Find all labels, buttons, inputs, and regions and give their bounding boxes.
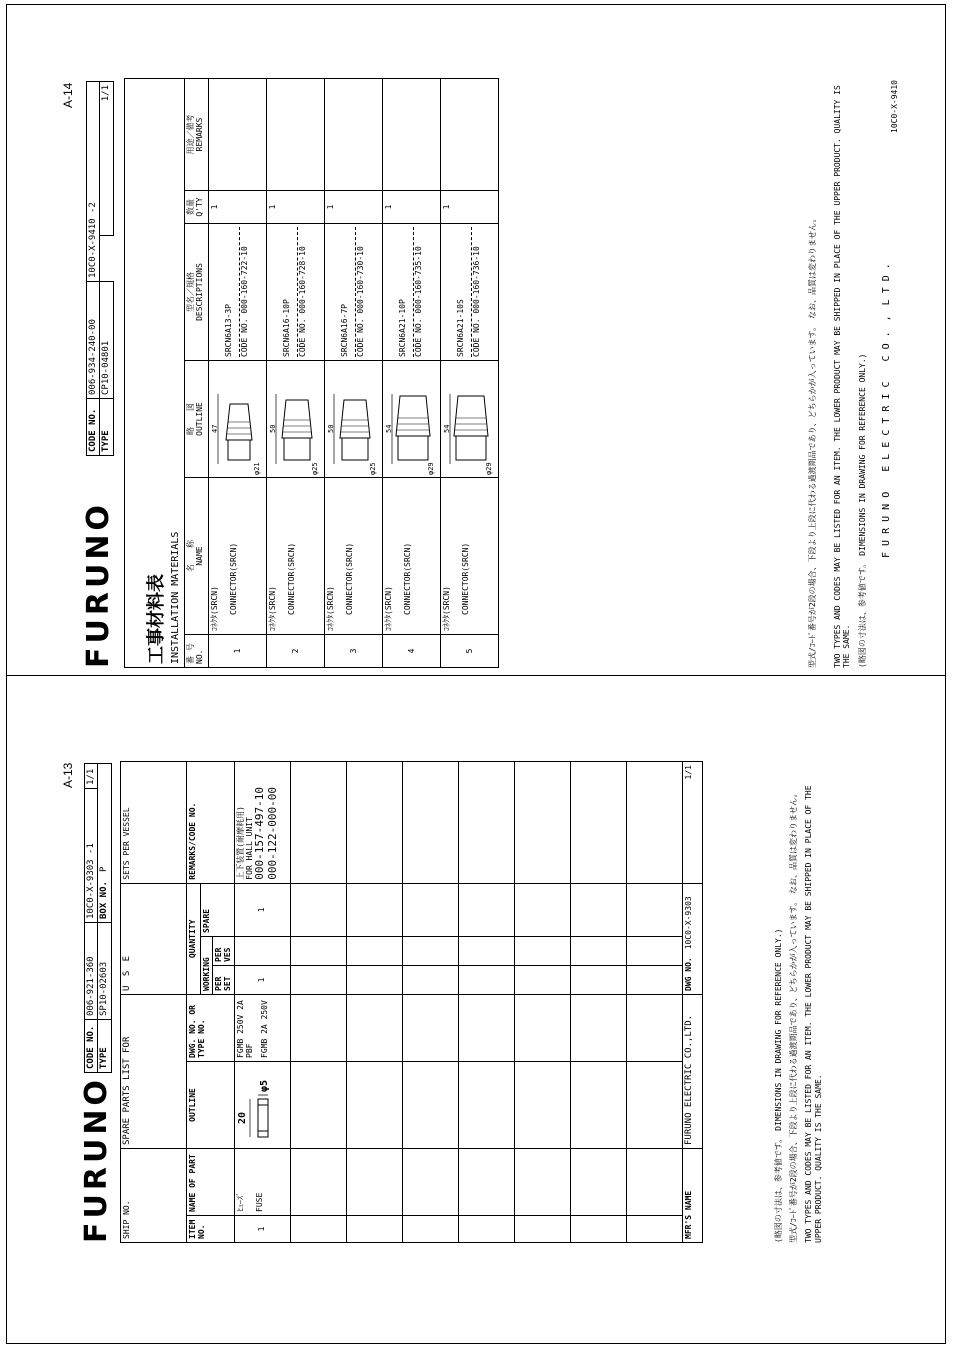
header-code-table	[84, 763, 112, 1073]
item-no: 5	[441, 635, 499, 668]
table-row	[209, 79, 267, 668]
type-value: SP10-02603	[98, 923, 111, 1020]
note-en: TWO TYPES AND CODES MAY BE LISTED FOR AN ITEM. THE LOWER PRODUCT MAY BE SHIPPED IN PLACE OF THE UPPER PRODUCT. QUALITY IS THE SAME.	[804, 785, 823, 1243]
item-name-jp: ｺﾈｸﾀ(SRCN)	[210, 586, 219, 631]
page-number: A-13	[61, 762, 75, 788]
col-item-no: ITEM NO.	[187, 1216, 235, 1243]
item-desc: SRCN6A13-3P	[224, 304, 233, 357]
item-name-jp: ｺﾈｸﾀ(SRCN)	[268, 586, 277, 631]
item-qty: 1	[441, 191, 499, 224]
note-dim-jp: (略図の寸法は、参考値です。	[857, 563, 867, 668]
furuno-logo: FURUNO	[81, 501, 116, 668]
sheet-count: 1/1	[100, 82, 113, 236]
item-name: CONNECTOR(SRCN)	[287, 542, 297, 615]
table-row	[325, 79, 383, 668]
dwg-no-label: DWG NO.	[683, 957, 693, 991]
note-dim-en: DIMENSIONS IN DRAWING FOR REFERENCE ONLY.)	[857, 353, 867, 556]
note-jp: 型式/ｺｰﾄﾞ番号が2段の場合、下段より上段に代わる過渡期品であり、どちらかが入っています。 なお、品質は変わりません。	[789, 789, 799, 1243]
col-remarks: 用途／備考 REMARKS	[185, 79, 209, 191]
item-name: FUSE	[254, 1192, 264, 1212]
sheet-divider	[6, 675, 946, 676]
spare-parts-table	[120, 761, 703, 1243]
dim-length: 54	[385, 424, 393, 433]
col-outline: 略 図 OUTLINE	[185, 361, 209, 478]
code-no-small: CODE NO.	[356, 318, 366, 357]
dim-length: 50	[327, 424, 335, 433]
item-name-jp: ﾋｭｰｽﾞ	[235, 1192, 245, 1212]
item-name: CONNECTOR(SRCN)	[461, 542, 471, 615]
remark-en: FOR HALL UNIT	[244, 817, 254, 880]
type-no-2: FGMB 2A 250V	[259, 1000, 269, 1058]
item-code: 000-160-730-10	[356, 246, 366, 314]
item-desc: SRCN6A21-10P	[398, 299, 407, 357]
materials-table	[124, 78, 499, 668]
dim-diameter: φ25	[369, 462, 377, 475]
remark-jp: 上下装置(耐摩耗用)	[235, 806, 245, 880]
item-name-jp: ｺﾈｸﾀ(SRCN)	[326, 586, 335, 631]
title-jp: 工事材料表	[145, 574, 167, 664]
company-name: F U R U N O E L E C T R I C C O . , L T D .	[880, 263, 892, 558]
item-desc: SRCN6A16-7P	[340, 304, 349, 357]
item-no: 3	[325, 635, 383, 668]
dim-diameter: φ29	[485, 462, 493, 475]
item-desc: SRCN6A21-10S	[456, 299, 465, 357]
col-no: 番 号 NO.	[185, 635, 209, 668]
item-qty: 1	[383, 191, 441, 224]
code-no-small: CODE NO.	[240, 318, 250, 357]
table-row	[441, 79, 499, 668]
doc-no: 10C0-X-9303 -1	[85, 789, 98, 923]
item-qty: 1	[209, 191, 267, 224]
col-qty: 数量 Q'TY	[185, 191, 209, 224]
col-name: NAME OF PART	[187, 1149, 235, 1216]
table-row	[383, 79, 441, 668]
type-label: TYPE	[98, 1020, 111, 1073]
col-descriptions: 型名／規格 DESCRIPTIONS	[185, 224, 209, 361]
note-en: TWO TYPES AND CODES MAY BE LISTED FOR AN ITEM. THE LOWER PRODUCT MAY BE SHIPPED IN PLACE OF THE UPPER PRODUCT. QUALITY IS THE SAME.	[833, 85, 852, 668]
code-no-label: CODE NO.	[87, 399, 100, 456]
item-qty: 1	[267, 191, 325, 224]
col-remarks: REMARKS/CODE NO.	[187, 762, 235, 884]
sheet-count: 1/1	[85, 764, 98, 789]
spare-value: 1	[234, 883, 290, 936]
item-no: 4	[383, 635, 441, 668]
item-code: 000-160-728-10	[298, 246, 308, 314]
spare-parts-sheet	[61, 761, 860, 1243]
type-label: TYPE	[100, 399, 113, 456]
code-no: 006-934-240-00	[87, 282, 100, 399]
dim-diameter: φ29	[427, 462, 435, 475]
mfr-label: MFR'S NAME	[682, 1149, 702, 1243]
sets-per-vessel: SETS PER VESSEL	[121, 762, 187, 884]
per-set-value: 1	[234, 966, 290, 995]
fuse-icon	[236, 1065, 286, 1145]
dim-length: 54	[443, 424, 451, 433]
item-code: 000-160-736-10	[472, 246, 482, 314]
col-quantity: QUANTITY	[187, 883, 201, 994]
item-name: CONNECTOR(SRCN)	[345, 542, 355, 615]
code-no-small: CODE NO.	[298, 318, 308, 357]
page-number: A-14	[61, 82, 75, 108]
code-2: 000-122-000-00	[265, 786, 279, 880]
col-spare: SPARE	[201, 883, 235, 936]
type-no-1: FGMB 250V 2A PBF	[235, 1000, 254, 1058]
col-name: 名 称 NAME	[185, 478, 209, 635]
sheet-footer: 1/1	[682, 762, 702, 884]
dim-diameter: φ25	[311, 462, 319, 475]
col-working: WORKING	[201, 937, 213, 995]
item-no: 1	[234, 1216, 290, 1243]
dim-length: 20	[236, 1111, 248, 1124]
col-outline: OUTLINE	[187, 1062, 235, 1149]
item-name-jp: ｺﾈｸﾀ(SRCN)	[442, 586, 451, 631]
col-per-ves: PER VES	[213, 937, 234, 966]
dwg-no: 10C0-X-9303	[683, 896, 693, 950]
box-value: P	[99, 866, 110, 873]
item-no: 1	[209, 635, 267, 668]
code-no-label: CODE NO.	[85, 1020, 98, 1073]
doc-no: 10C0-X-9410 -2	[87, 82, 100, 282]
code-1: 000-157-497-10	[252, 786, 266, 880]
item-code: 000-160-735-10	[414, 246, 424, 314]
table-row	[234, 762, 290, 1243]
furuno-logo: FURUNO	[79, 1076, 114, 1243]
list-title: SPARE PARTS LIST FOR	[121, 995, 187, 1149]
header-code-table	[86, 81, 114, 456]
footer-doc-no: 10C0-X-9410	[890, 80, 899, 133]
box-label: BOX NO.	[99, 881, 110, 919]
item-name: CONNECTOR(SRCN)	[403, 542, 413, 615]
item-qty: 1	[325, 191, 383, 224]
dim-diameter: φ21	[253, 462, 261, 475]
dim-length: 50	[269, 424, 277, 433]
note-dim: (略図の寸法は、参考値です。 DIMENSIONS IN DRAWING FOR REFERENCE ONLY.)	[774, 928, 783, 1243]
type-value: CP10-04801	[100, 282, 113, 399]
mfr-name: FURUNO ELECTRIC CO.,LTD.	[682, 995, 702, 1149]
item-name: CONNECTOR(SRCN)	[229, 542, 239, 615]
item-name-jp: ｺﾈｸﾀ(SRCN)	[384, 586, 393, 631]
dim-length: 47	[211, 424, 219, 433]
col-per-set: PER SET	[213, 966, 234, 995]
dim-diameter: φ5	[258, 1079, 270, 1092]
title-en: INSTALLATION MATERIALS	[169, 531, 181, 664]
col-dwg: DWG. NO. OR TYPE NO.	[187, 995, 235, 1062]
ship-no: SHIP NO.	[121, 1149, 187, 1243]
item-code: 000-160-722-10	[240, 246, 250, 314]
installation-materials-sheet	[61, 78, 940, 668]
code-no-small: CODE NO.	[414, 318, 424, 357]
code-no: 006-921-360	[85, 923, 98, 1020]
item-desc: SRCN6A16-10P	[282, 299, 291, 357]
item-no: 2	[267, 635, 325, 668]
table-row	[267, 79, 325, 668]
note-jp: 型式/ｺｰﾄﾞ番号が2段の場合、下段より上段に代わる過渡期品であり、どちらかが入っています。 なお、品質は変わりません。	[808, 214, 817, 668]
code-no-small: CODE NO.	[472, 318, 482, 357]
use-label: U S E	[121, 883, 187, 994]
